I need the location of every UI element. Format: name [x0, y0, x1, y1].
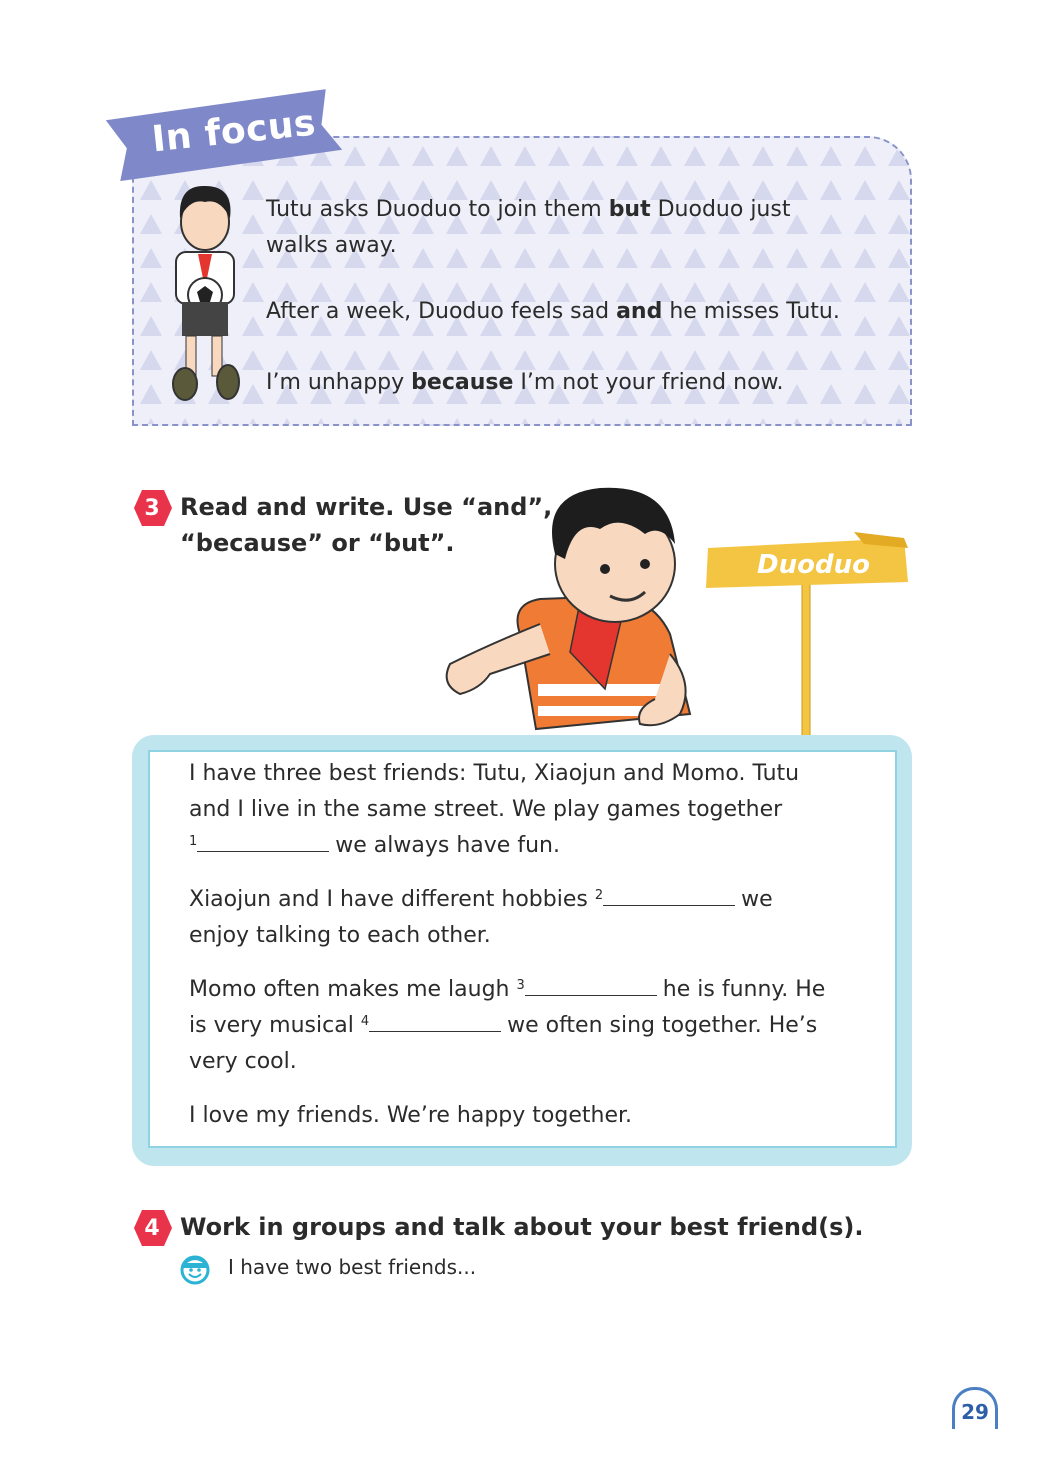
focus-sentence-1: Tutu asks Duoduo to join them but Duoduo just walks away.: [266, 197, 791, 258]
boy-with-football-illustration: [160, 180, 250, 405]
blank-4-input[interactable]: [369, 1010, 501, 1032]
smiley-face-icon: [180, 1255, 210, 1285]
page-number: 29: [952, 1387, 998, 1429]
activity-3-badge: 3: [132, 488, 172, 528]
activity-4-badge: 4: [132, 1208, 172, 1248]
activity-3-title: Read and write. Use “and”, “because” or “but”.: [180, 493, 553, 557]
blank-2-input[interactable]: [603, 884, 735, 906]
story-paragraph-1: I have three best friends: Tutu, Xiaojun and Momo. Tutu and I live in the same street. We play games together $^1$ we always have fun.: [189, 761, 800, 858]
focus-sentence-2: After a week, Duoduo feels sad and he misses Tutu.: [266, 299, 840, 324]
example-speech: I have two best friends...: [228, 1255, 477, 1279]
story-paragraph-4: I love my friends. We’re happy together.: [189, 1103, 632, 1128]
blank-3-input[interactable]: [525, 974, 657, 996]
focus-sentence-3: I’m unhappy because I’m not your friend now.: [266, 370, 784, 395]
in-focus-title: In focus: [149, 102, 318, 161]
story-paragraph-2: Xiaojun and I have different hobbies $^2$ we enjoy talking to each other.: [189, 882, 869, 954]
story-paragraph-3: Momo often makes me laugh $^3$ he is funny. He is very musical $^4$ we often sing together. He’s very cool.: [189, 972, 869, 1080]
activity-4-title: Work in groups and talk about your best friend(s).: [180, 1213, 864, 1241]
signpost-label: Duoduo: [757, 550, 870, 580]
blank-1-input[interactable]: [197, 830, 329, 852]
duoduo-illustration: [440, 484, 720, 736]
